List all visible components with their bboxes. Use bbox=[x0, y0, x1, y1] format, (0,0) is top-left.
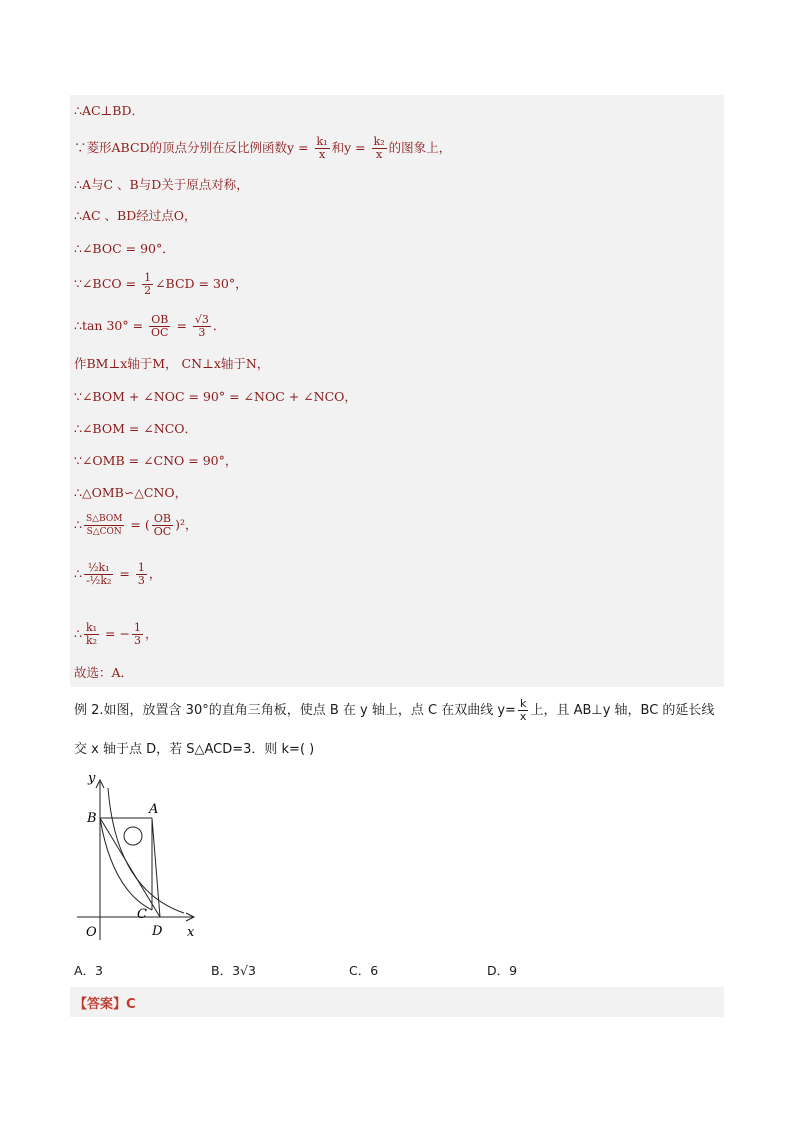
solution-conclusion: 故选：A． bbox=[74, 665, 134, 680]
label-c: C bbox=[137, 907, 147, 922]
triangle-hole bbox=[124, 827, 142, 845]
solution-line-15: ∴ $\frac{\text{k₁}}{\text{k₂}}$ = − $\frac{1}{3}$ ， bbox=[74, 621, 158, 647]
label-y: y bbox=[88, 771, 96, 786]
solution-line-5: ∴∠BOC = 90°． bbox=[74, 241, 175, 256]
label-x: x bbox=[187, 925, 195, 940]
solution-line-8: 作BM⊥x轴于M， CN⊥x轴于N， bbox=[74, 356, 270, 371]
solution-line-7: ∴tan 30° = $\frac{OB}{OC}$ = $\frac{√3}{3}$ ． bbox=[74, 313, 226, 339]
solution-line-2: ∵菱形ABCD的顶点分别在反比例函数y = $\frac{\text{k₁}}{x}$ 和y = $\frac{\text{k₂}}{x}$ 的图象上， bbox=[74, 135, 452, 161]
option-a: A．3 bbox=[74, 963, 104, 978]
solution-line-4: ∴AC 、BD经过点O， bbox=[74, 208, 197, 223]
solution-line-9: ∵∠BOM + ∠NOC = 90° = ∠NOC + ∠NCO， bbox=[74, 389, 357, 404]
solution-line-12: ∴△OMB∽△CNO， bbox=[74, 485, 188, 500]
option-c: C．6 bbox=[349, 963, 379, 978]
segment-bd bbox=[100, 818, 160, 917]
option-d: D．9 bbox=[487, 963, 518, 978]
solution-line-10: ∴∠BOM = ∠NCO． bbox=[74, 421, 198, 436]
answer-box bbox=[70, 987, 724, 1017]
solution-line-3: ∴A与C 、B与D关于原点对称， bbox=[74, 177, 249, 192]
solution-line-1: ∴AC⊥BD． bbox=[74, 103, 145, 118]
option-b: B．3√3 bbox=[211, 963, 256, 978]
label-d: D bbox=[152, 924, 163, 939]
label-o: O bbox=[86, 925, 97, 940]
label-a: A bbox=[149, 802, 159, 817]
label-b: B bbox=[87, 811, 97, 826]
question-line-1: 例 2.如图，放置含 30°的直角三角板，使点 B 在 y 轴上，点 C 在双曲线 y= $\frac{k}{x}$ 上，且 AB⊥y 轴，BC 的延长线 bbox=[74, 697, 715, 723]
geometry-figure bbox=[72, 770, 212, 945]
solution-line-11: ∵∠OMB = ∠CNO = 90°， bbox=[74, 453, 238, 468]
solution-line-6: ∵∠BCO = $\frac{1}{2}$ ∠BCD = 30°， bbox=[74, 271, 248, 297]
answer-text: 【答案】C bbox=[74, 997, 136, 1012]
question-line-2: 交 x 轴于点 D，若 S△ACD=3．则 k=( ) bbox=[74, 742, 315, 757]
solution-line-14: ∴ $\frac{\text{½k₁}}{\text{-½k₂}}$ = $\frac{1}{3}$ ， bbox=[74, 561, 162, 587]
solution-line-13: ∴ $\frac{\text{S△BOM}}{\text{S△CON}}$ = ( $\frac{OB}{OC}$ )²， bbox=[74, 512, 198, 538]
segment-ad bbox=[152, 818, 160, 917]
